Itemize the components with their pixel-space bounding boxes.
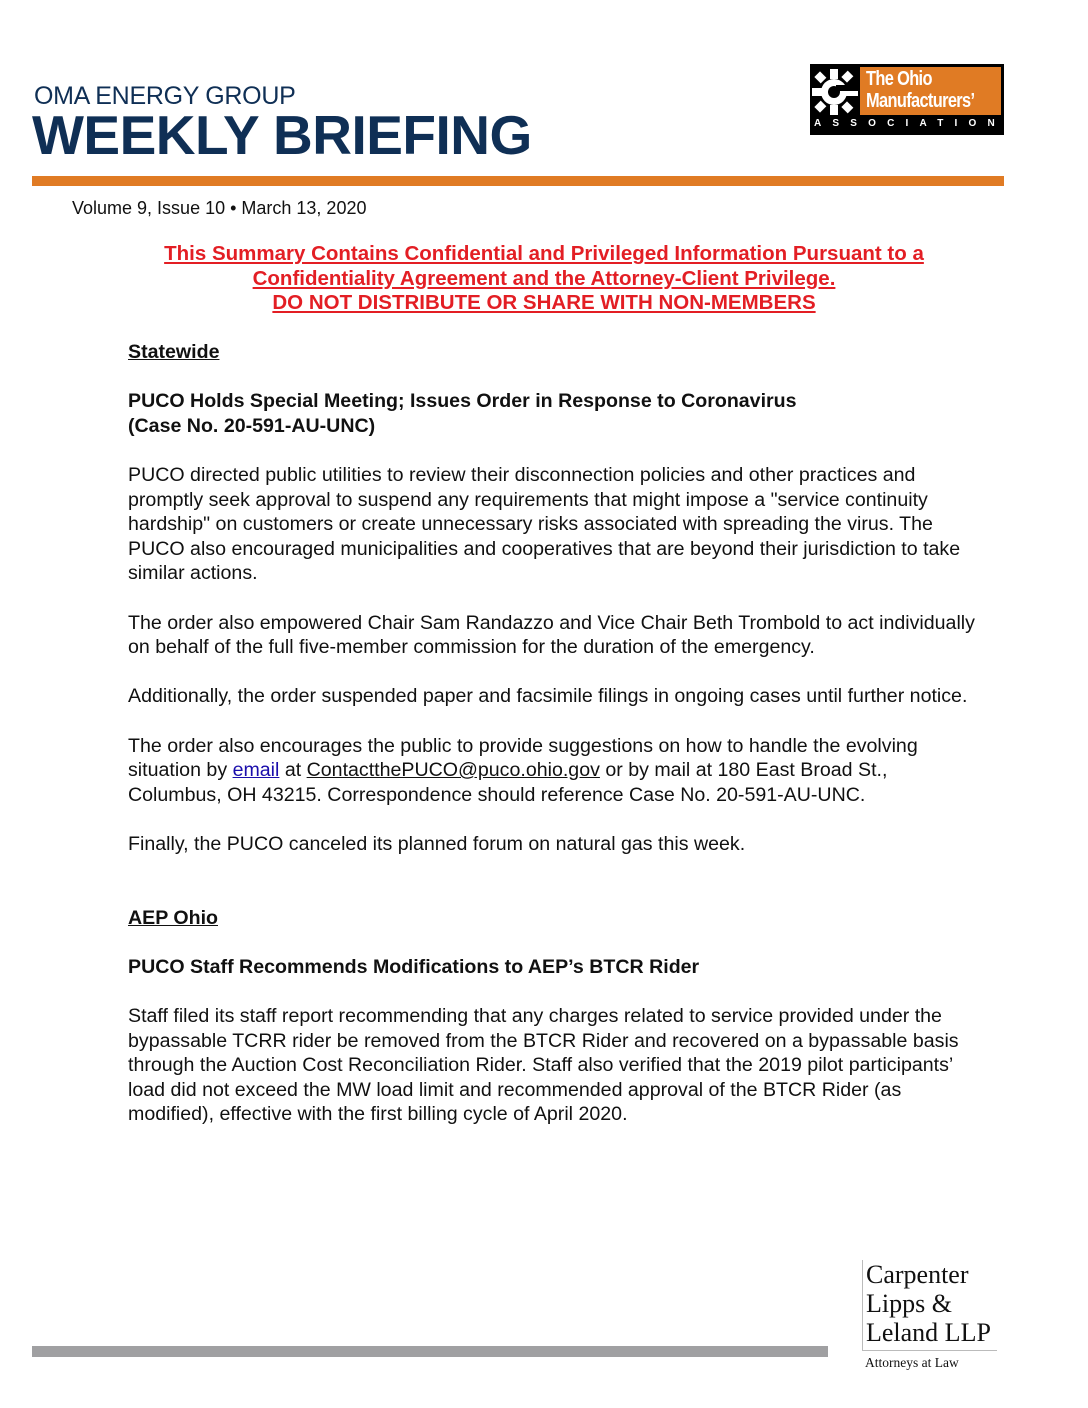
orange-divider <box>32 176 1004 186</box>
article-headline: PUCO Holds Special Meeting; Issues Order in Response to Coronavirus (Case No. 20-591-AU-UNC) <box>128 390 797 437</box>
header-title: WEEKLY BRIEFING <box>32 104 532 166</box>
section-title-statewide: Statewide <box>128 341 220 363</box>
article-paragraph: Finally, the PUCO canceled its planned forum on natural gas this week. <box>128 832 746 855</box>
notice-line-2: Confidentiality Agreement and the Attorney-Client Privilege. <box>252 266 836 290</box>
gear-icon <box>812 67 860 117</box>
logo-line-1: The Ohio <box>866 68 932 90</box>
notice-line-3: DO NOT DISTRIBUTE OR SHARE WITH NON-MEMBERS <box>272 291 816 314</box>
footer-divider <box>32 1346 828 1357</box>
article-paragraph: Additionally, the order suspended paper and facsimile filings in ongoing cases until further notice. <box>128 685 968 708</box>
firm-logo: Carpenter Lipps & Leland LLP Attorneys at Law <box>862 1260 997 1371</box>
article-paragraph: Staff filed its staff report recommending that any charges related to service provided under the bypassable TCRR rider be removed from the BTCR Rider and recovered on a bypassable basis through the Auction Cost Reconciliation Rider. Staff also verified that the 2019 pilot participants’ load did not exceed the MW load limit and recommended approval of the BTCR Rider (as modified), effective with the first billing cycle of April 2020. <box>128 1005 959 1126</box>
content <box>128 340 978 1127</box>
email-link[interactable]: email <box>232 759 280 782</box>
article-paragraph: The order also empowered Chair Sam Randazzo and Vice Chair Beth Trombold to act individually on behalf of the full five-member commission for the duration of the emergency. <box>128 611 975 659</box>
logo-line-2: Manufacturers’ <box>866 90 975 112</box>
puco-email-address[interactable]: ContactthePUCO@puco.ohio.gov <box>306 759 600 782</box>
firm-tagline: Attorneys at Law <box>865 1355 959 1370</box>
volume-line: Volume 9, Issue 10 • March 13, 2020 <box>72 198 367 218</box>
article-headline: PUCO Staff Recommends Modifications to AEP’s BTCR Rider <box>128 955 700 978</box>
confidentiality-notice <box>120 242 968 316</box>
section-title-aep-ohio: AEP Ohio <box>128 906 218 929</box>
oma-logo <box>810 64 1004 135</box>
logo-association: ASSOCIATION <box>814 118 1006 129</box>
header-subtitle: OMA ENERGY GROUP <box>34 82 296 110</box>
article-paragraph: PUCO directed public utilities to review their disconnection policies and other practices and promptly seek approval to suspend any requirements that might impose a "service continuity hardship" on customers or create unnecessary risks associated with spreading the virus. The PUCO also encouraged municipalities and cooperatives that are beyond their jurisdiction to take similar actions. <box>128 463 961 585</box>
contact-paragraph: The order also encourages the public to provide suggestions on how to handle the evolving situation by email at ContactthePUCO@puco.ohio.gov or by mail at 180 East Broad St., Columbus, OH 43215. Correspondence should reference Case No. 20-591-AU-UNC. <box>128 734 918 806</box>
notice-line-1: This Summary Contains Confidential and Privileged Information Pursuant to a <box>164 242 924 265</box>
